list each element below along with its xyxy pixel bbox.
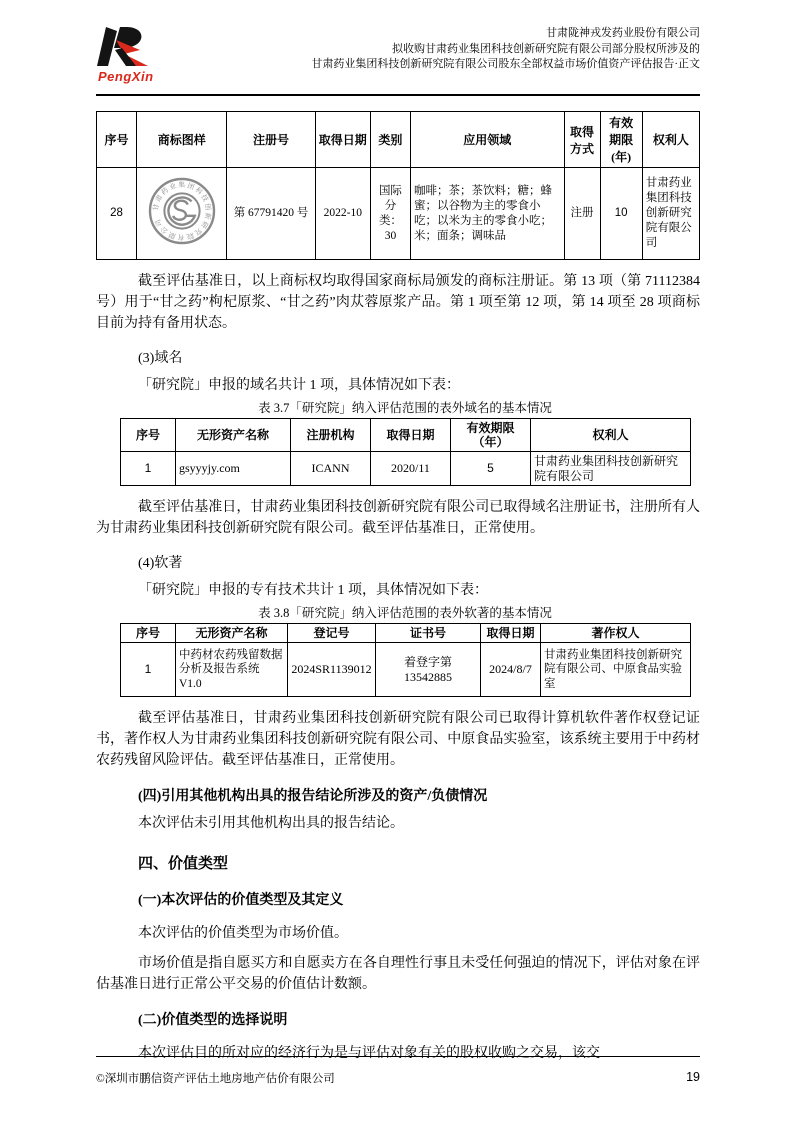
pengxin-logo bbox=[96, 24, 186, 84]
software-name: 中药材农药残留数据分析及报告系统 V1.0 bbox=[176, 643, 288, 697]
trademark-table bbox=[96, 111, 700, 260]
col-seq: 序号 bbox=[97, 112, 137, 168]
col-author: 著作权人 bbox=[541, 624, 691, 643]
page-footer bbox=[96, 1056, 700, 1086]
col-seq: 序号 bbox=[121, 624, 176, 643]
software-table bbox=[120, 623, 691, 697]
col-reg-no: 登记号 bbox=[288, 624, 376, 643]
col-reg-no: 注册号 bbox=[227, 112, 315, 168]
col-method: 取得方式 bbox=[564, 112, 600, 168]
domain-registrar: ICANN bbox=[291, 452, 371, 486]
trademark-row bbox=[97, 168, 700, 260]
trademark-holder: 甘肃药业集团科技创新研究院有限公司 bbox=[642, 168, 699, 260]
software-summary-paragraph: 截至评估基准日，甘肃药业集团科技创新研究院有限公司已取得计算机软件著作权登记证书，著作权人为甘肃药业集团科技创新研究院有限公司、中原食品实验室，该系统主要用于中药材农药残留风险评估。截至评估基准日，正常使用。 bbox=[96, 711, 700, 768]
domain-holder: 甘肃药业集团科技创新研究院有限公司 bbox=[531, 452, 691, 486]
col-date: 取得日期 bbox=[481, 624, 541, 643]
trademark-application: 咖啡；茶；茶饮料；糖；蜂蜜；以谷物为主的零食小吃；以米为主的零食小吃；米；面条；调味品 bbox=[411, 168, 565, 260]
col-category: 类别 bbox=[370, 112, 410, 168]
software-reg-no: 2024SR1139012 bbox=[288, 643, 376, 697]
software-heading: (4)软著 bbox=[138, 556, 183, 571]
pengxin-logo-word: PengXin bbox=[98, 69, 154, 84]
cited-reports-heading: (四)引用其他机构出具的报告结论所涉及的资产/负债情况 bbox=[138, 789, 488, 804]
software-table-header-row bbox=[121, 624, 691, 643]
value-definition-paragraph-2: 市场价值是指自愿买方和自愿卖方在各自理性行事且未受任何强迫的情况下，评估对象在评估基准日进行正常公平交易的价值估计数额。 bbox=[96, 956, 700, 992]
domain-name: gsyyyjy.com bbox=[176, 452, 291, 486]
col-holder: 权利人 bbox=[531, 419, 691, 452]
col-date: 取得日期 bbox=[315, 112, 370, 168]
page-header bbox=[96, 24, 700, 96]
header-line-1: 甘肃陇神戎发药业股份有限公司 bbox=[546, 27, 700, 39]
software-row bbox=[121, 643, 691, 697]
value-definition-heading: (一)本次评估的价值类型及其定义 bbox=[138, 893, 344, 908]
cited-reports-paragraph: 本次评估未引用其他机构出具的报告结论。 bbox=[138, 816, 404, 831]
col-holder: 权利人 bbox=[642, 112, 699, 168]
col-asset-name: 无形资产名称 bbox=[176, 624, 288, 643]
value-type-section-heading: 四、价值类型 bbox=[138, 856, 229, 872]
software-date: 2024/8/7 bbox=[481, 643, 541, 697]
trademark-reg-no: 第 67791420 号 bbox=[227, 168, 315, 260]
col-validity: 有效期限(年) bbox=[600, 112, 642, 168]
col-date: 取得日期 bbox=[371, 419, 451, 452]
col-seq: 序号 bbox=[121, 419, 176, 452]
col-registrar: 注册机构 bbox=[291, 419, 371, 452]
domain-validity: 5 bbox=[451, 452, 531, 486]
col-validity: 有效期限（年） bbox=[451, 419, 531, 452]
domain-date: 2020/11 bbox=[371, 452, 451, 486]
trademark-date: 2022-10 bbox=[315, 168, 370, 260]
value-definition-paragraph-1: 本次评估的价值类型为市场价值。 bbox=[138, 926, 348, 941]
software-table-caption: 表 3.8「研究院」纳入评估范围的表外软著的基本情况 bbox=[258, 606, 552, 620]
trademark-method: 注册 bbox=[564, 168, 600, 260]
col-mark-image: 商标图样 bbox=[137, 112, 227, 168]
domain-summary-paragraph: 截至评估基准日，甘肃药业集团科技创新研究院有限公司已取得域名注册证书，注册所有人为甘肃药业集团科技创新研究院有限公司。截至评估基准日，正常使用。 bbox=[96, 500, 700, 536]
domain-table-header-row bbox=[121, 419, 691, 452]
value-choice-paragraph: 本次评估目的所对应的经济行为是与评估对象有关的股权收购之交易，该交 bbox=[138, 1046, 600, 1061]
software-intro: 「研究院」申报的专有技术共计 1 项，具体情况如下表： bbox=[138, 583, 488, 598]
trademark-table-header-row bbox=[97, 112, 700, 168]
seal-ring-text: 甘肃药业集团科技创新研究院有限公司 bbox=[152, 181, 212, 241]
footer-copyright: ©深圳市鹏信资产评估土地房地产估价有限公司 bbox=[96, 1073, 335, 1085]
domain-row bbox=[121, 452, 691, 486]
trademark-seal-icon bbox=[142, 170, 222, 252]
header-line-3: 甘肃药业集团科技创新研究院有限公司股东全部权益市场价值资产评估报告·正文 bbox=[311, 58, 700, 70]
domain-table bbox=[120, 418, 691, 486]
software-seq: 1 bbox=[121, 643, 176, 697]
value-choice-heading: (二)价值类型的选择说明 bbox=[138, 1013, 288, 1028]
trademark-seal-cell bbox=[137, 168, 227, 260]
header-title-block bbox=[311, 24, 700, 73]
software-cert-no: 着登字第 13542885 bbox=[376, 643, 481, 697]
footer-page-number: 19 bbox=[686, 1070, 700, 1084]
col-cert-no: 证书号 bbox=[376, 624, 481, 643]
domain-heading: (3)域名 bbox=[138, 351, 183, 366]
domain-table-caption: 表 3.7「研究院」纳入评估范围的表外域名的基本情况 bbox=[258, 401, 552, 415]
col-application: 应用领域 bbox=[411, 112, 565, 168]
trademark-validity: 10 bbox=[600, 168, 642, 260]
trademark-seq: 28 bbox=[97, 168, 137, 260]
trademark-summary-paragraph: 截至评估基准日，以上商标权均取得国家商标局颁发的商标注册证。第 13 项（第 71112384 号）用于“甘之药”枸杞原浆、“甘之药”肉苁蓉原浆产品。第 1 项至第 12 项，第 14 项至 28 项商标目前为持有备用状态。 bbox=[96, 274, 700, 331]
software-holder: 甘肃药业集团科技创新研究院有限公司、中原食品实验室 bbox=[541, 643, 691, 697]
pengxin-logo-icon bbox=[96, 26, 154, 68]
domain-seq: 1 bbox=[121, 452, 176, 486]
header-line-2: 拟收购甘肃药业集团科技创新研究院有限公司部分股权所涉及的 bbox=[392, 42, 700, 55]
domain-intro: 「研究院」申报的域名共计 1 项，具体情况如下表： bbox=[138, 378, 460, 393]
col-asset-name: 无形资产名称 bbox=[176, 419, 291, 452]
trademark-category: 国际分类：30 bbox=[370, 168, 410, 260]
